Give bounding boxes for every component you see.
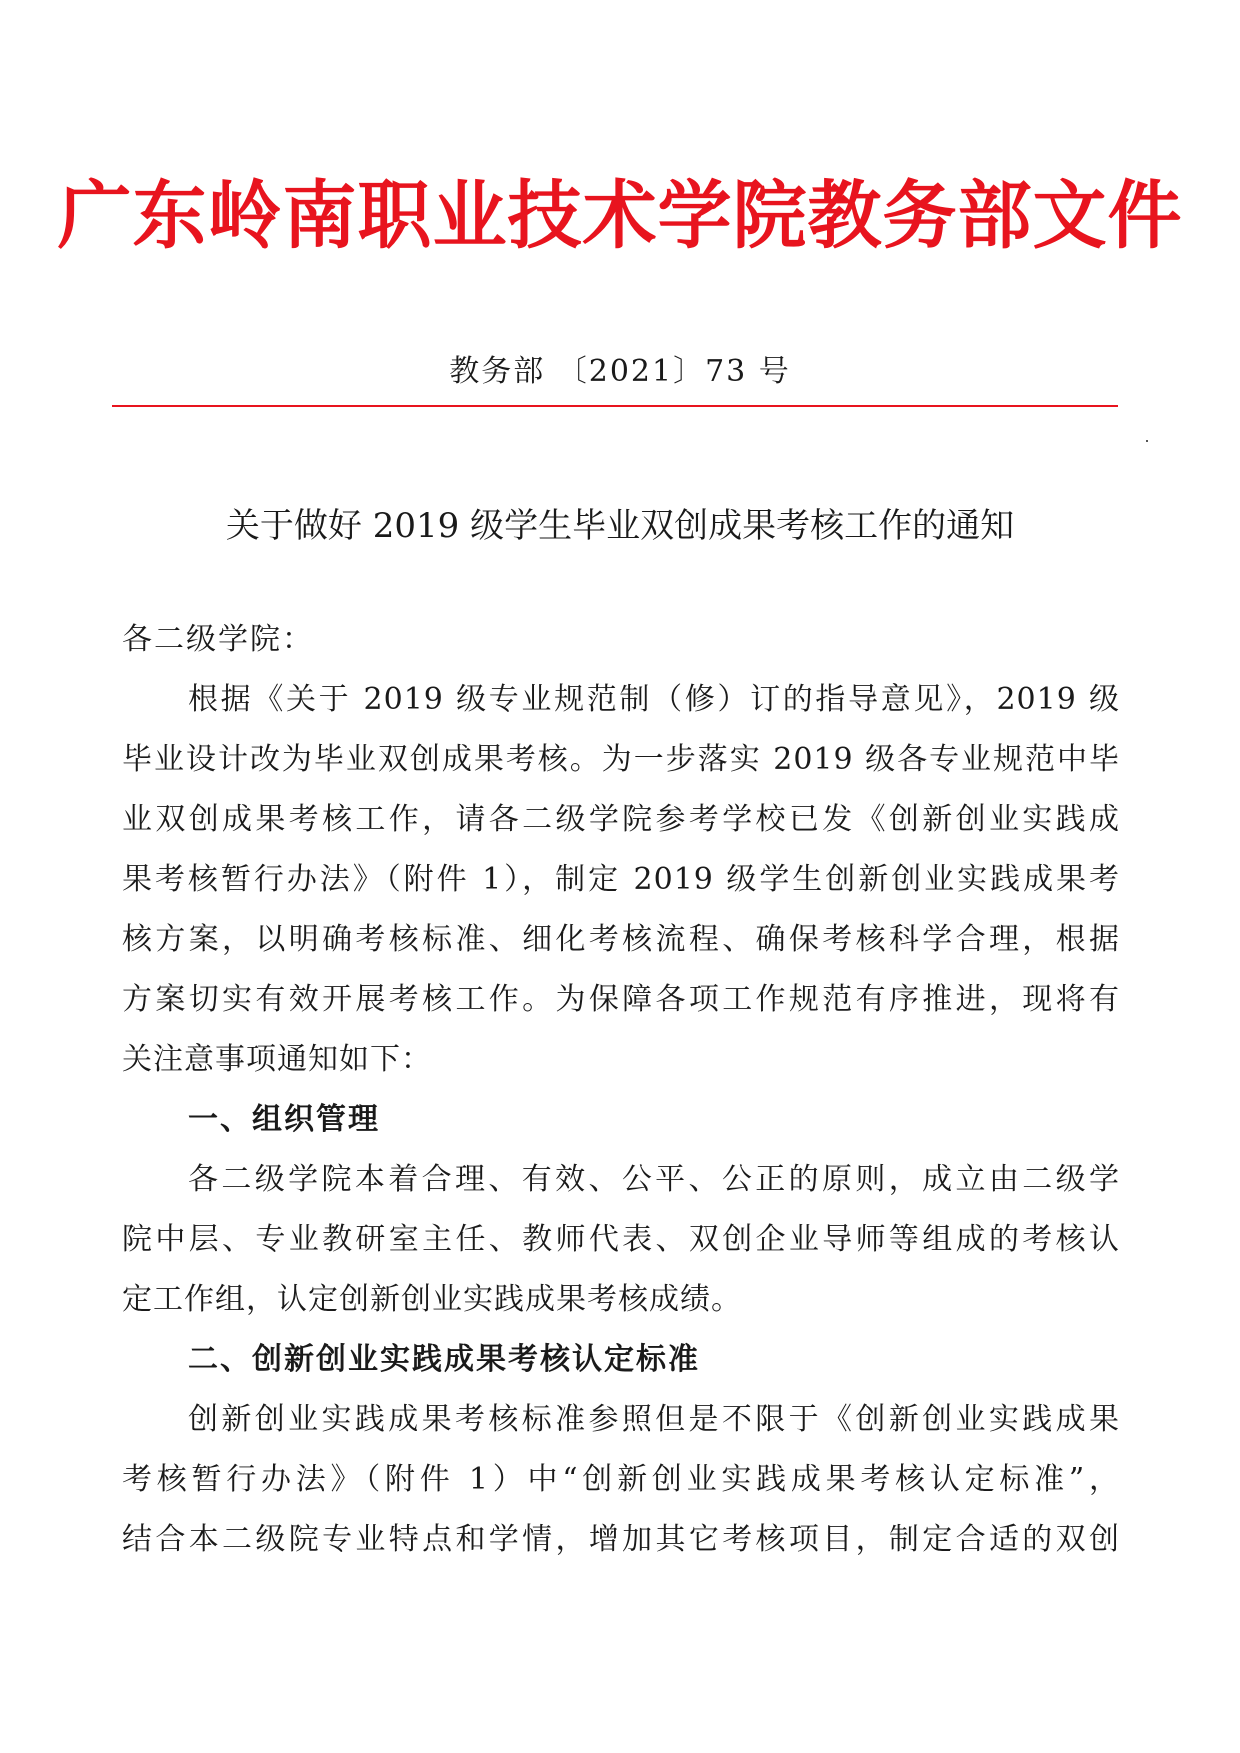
intro-line: 根据《关于 2019 级专业规范制（修）订的指导意见》，2019 级: [188, 682, 1120, 717]
intro-line: 毕业设计改为毕业双创成果考核。为一步落实 2019 级各专业规范中毕: [122, 742, 1120, 777]
intro-line: 果考核暂行办法》（附件 1），制定 2019 级学生创新创业实践成果考: [122, 862, 1120, 897]
section2-line: 考核暂行办法》（附件 1）中“创新创业实践成果考核认定标准”，: [122, 1462, 1120, 1497]
header-divider: [112, 405, 1118, 407]
section1-line: 院中层、专业教研室主任、教师代表、双创企业导师等组成的考核认: [122, 1222, 1120, 1257]
notice-title: 关于做好 2019 级学生毕业双创成果考核工作的通知: [225, 506, 1015, 546]
intro-line: 业双创成果考核工作，请各二级学院参考学校已发《创新创业实践成: [122, 802, 1120, 837]
section2-line: 创新创业实践成果考核标准参照但是不限于《创新创业实践成果: [188, 1402, 1120, 1437]
section2-line: 结合本二级院专业特点和学情，增加其它考核项目，制定合适的双创: [122, 1522, 1120, 1557]
intro-line: 关注意事项通知如下：: [122, 1042, 432, 1077]
section-heading-standards: 二、创新创业实践成果考核认定标准: [188, 1342, 700, 1377]
document-header-title: 广东岭南职业技术学院教务部文件: [57, 173, 1183, 259]
salutation: 各二级学院：: [122, 622, 314, 657]
section1-line: 各二级学院本着合理、有效、公平、公正的原则，成立由二级学: [188, 1162, 1120, 1197]
document-number: 教务部 〔2021〕73 号: [449, 354, 791, 389]
scan-speck: [1146, 440, 1148, 442]
intro-line: 核方案，以明确考核标准、细化考核流程、确保考核科学合理，根据: [122, 922, 1120, 957]
intro-line: 方案切实有效开展考核工作。为保障各项工作规范有序推进，现将有: [122, 982, 1120, 1017]
section-heading-organization: 一、组织管理: [188, 1102, 380, 1137]
section1-line: 定工作组，认定创新创业实践成果考核成绩。: [122, 1282, 742, 1317]
